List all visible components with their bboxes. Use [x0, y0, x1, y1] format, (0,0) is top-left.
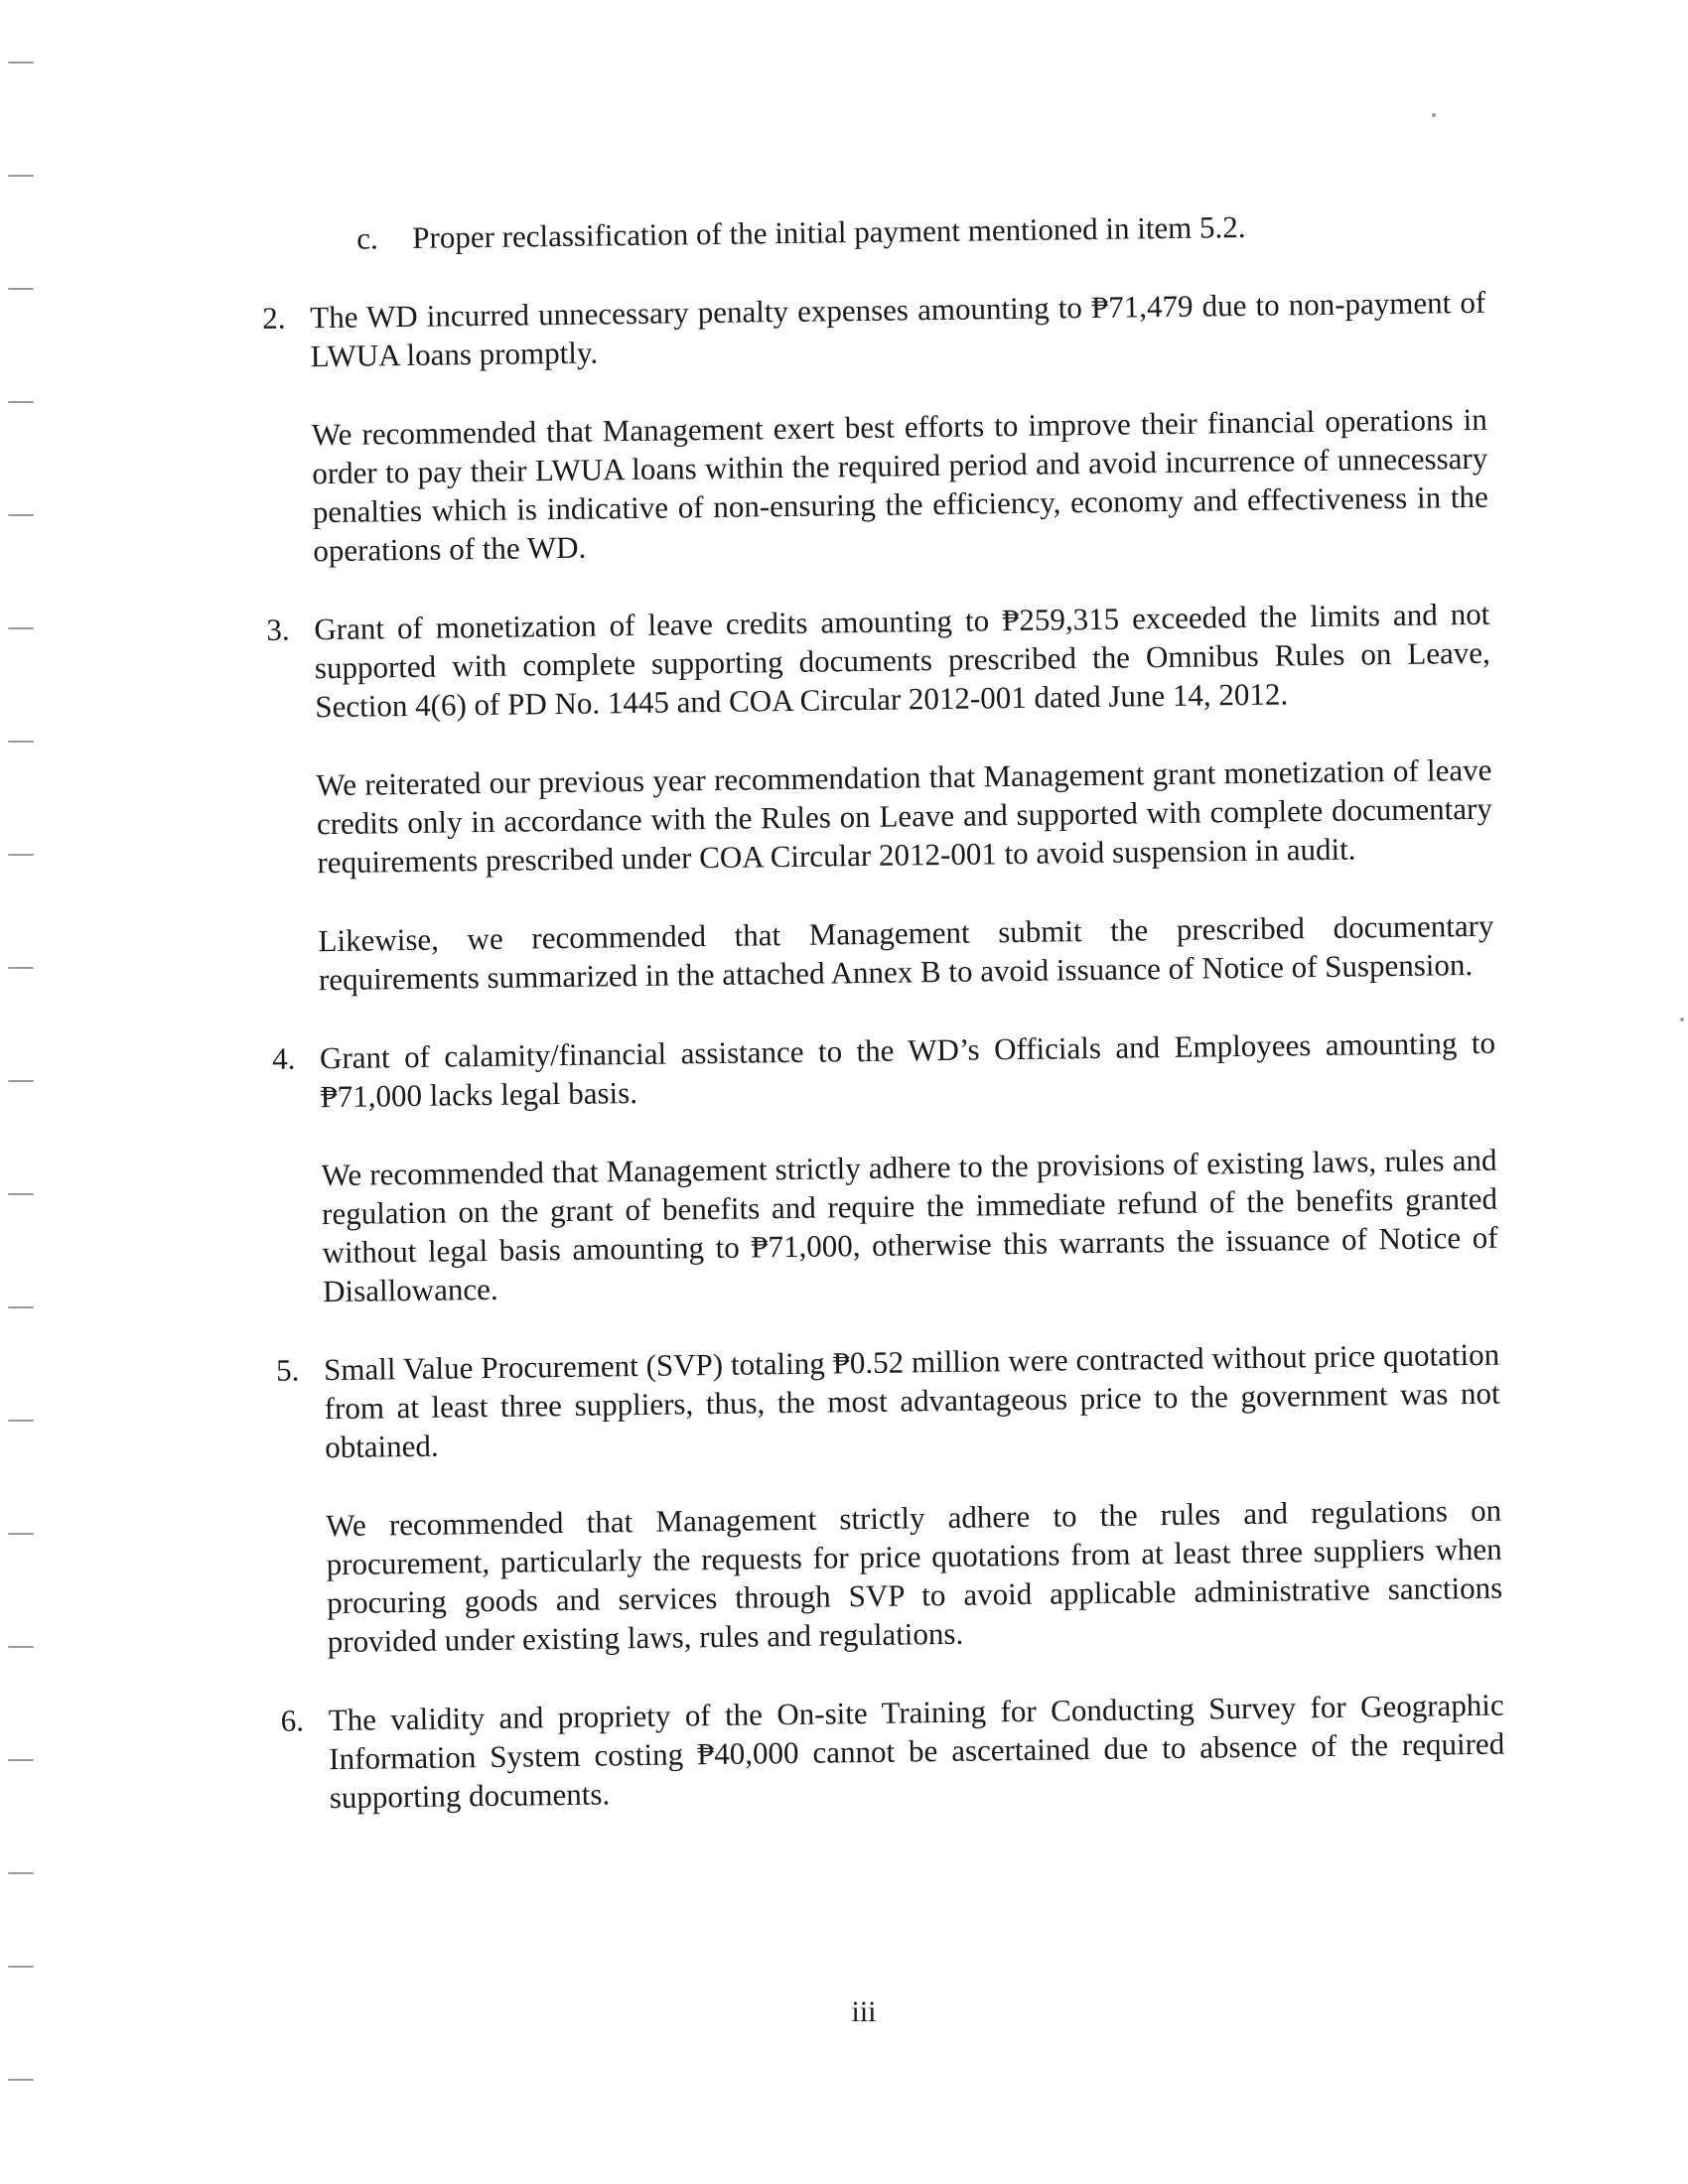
finding-text: Small Value Procurement (SVP) totaling ₱0.52 million were contracted without price quotation from at least three suppliers, thus, the most advantageous price to the government was not obtained. [323, 1336, 1500, 1465]
scan-edge-mark [8, 2079, 34, 2081]
finding-item [273, 1686, 1505, 1818]
scan-edge-mark [8, 741, 34, 743]
finding-text: The validity and propriety of the On-site Training for Conducting Survey for Geographic Information System costing ₱40,000 cannot be ascertained due to absence of the required supporting documents. [328, 1687, 1505, 1816]
scan-edge-mark [8, 1080, 34, 1082]
scan-edge-mark [8, 1193, 34, 1195]
recommendation-paragraph: We recommended that Management exert best efforts to improve their financial operations in order to pay their LWUA loans within the required period and avoid incurrence of unnecessary penalties which is indicative of non-ensuring the efficiency, economy and effectiveness in the operations of the WD. [311, 401, 1488, 569]
recommendation-paragraph: We recommended that Management strictly adhere to the rules and regulations on procurement, particularly the requests for price quotations from at least three suppliers when procuring goods and services through SVP to avoid applicable administrative sanctions provided under existing laws, rules and regulations. [325, 1492, 1503, 1660]
finding-item [268, 1335, 1500, 1467]
scan-edge-mark [8, 854, 34, 856]
recommendation-paragraph: Likewise, we recommended that Management submit the prescribed documentary requirements summarized in the attached Annex B to avoid issuance of Notice of Suspension. [318, 907, 1494, 998]
scan-speck [1680, 1018, 1684, 1022]
recommendation-paragraph: We reiterated our previous year recommendation that Management grant monetization of leave credits only in accordance with the Rules on Leave and supported with complete documentary requirements prescribed under COA Circular 2012-001 to avoid suspension in audit. [316, 751, 1493, 881]
finding-number: 2. [262, 300, 286, 336]
finding-text: The WD incurred unnecessary penalty expenses amounting to ₱71,479 due to non-payment of LWUA loans promptly. [310, 284, 1486, 374]
scan-edge-mark [8, 175, 34, 177]
scan-edge-mark [8, 627, 34, 629]
scan-speck [1432, 113, 1436, 117]
scan-edge-mark [8, 1872, 34, 1874]
finding-item [264, 1024, 1496, 1117]
scan-edge-mark [8, 514, 34, 516]
scan-edge-mark [8, 1533, 34, 1535]
sub-item-text: Proper reclassification of the initial payment mentioned in item 5.2. [412, 208, 1246, 255]
sub-item [253, 205, 1484, 259]
sub-item-marker: c. [356, 220, 378, 256]
finding-item [254, 283, 1486, 376]
finding-number: 5. [275, 1352, 300, 1388]
scan-edge-mark [8, 62, 34, 64]
finding-item [258, 595, 1490, 727]
scan-edge-mark [8, 1646, 34, 1648]
recommendation-paragraph: We recommended that Management strictly adhere to the provisions of existing laws, rules and regulation on the grant of benefits and require the immediate refund of the benefits granted without legal basis amounting to ₱71,000, otherwise this warrants the issuance of Notice of Disallowance. [321, 1142, 1498, 1309]
finding-text: Grant of monetization of leave credits amounting to ₱259,315 exceeded the limits and not supported with complete supporting documents prescribed the Omnibus Rules on Leave, Section 4(6) of PD No. 1445 and COA Circular 2012-001 dated June 14, 2012. [314, 596, 1491, 725]
findings-list [254, 283, 1505, 1818]
scan-edge-mark [8, 1966, 34, 1968]
scan-edge-mark [8, 1759, 34, 1761]
page-number: iii [851, 1995, 877, 2028]
finding-number: 4. [271, 1040, 296, 1076]
document-body [253, 205, 1505, 1857]
finding-number: 6. [280, 1703, 305, 1738]
scan-edge-mark [8, 1306, 34, 1308]
finding-number: 3. [266, 612, 290, 647]
scan-edge-mark [8, 1420, 34, 1422]
scan-edge-mark [8, 288, 34, 290]
scan-edge-mark [8, 401, 34, 403]
finding-text: Grant of calamity/financial assistance to the WD’s Officials and Employees amounting to ₱71,000 lacks legal basis. [319, 1024, 1496, 1115]
scan-edge-mark [8, 967, 34, 969]
